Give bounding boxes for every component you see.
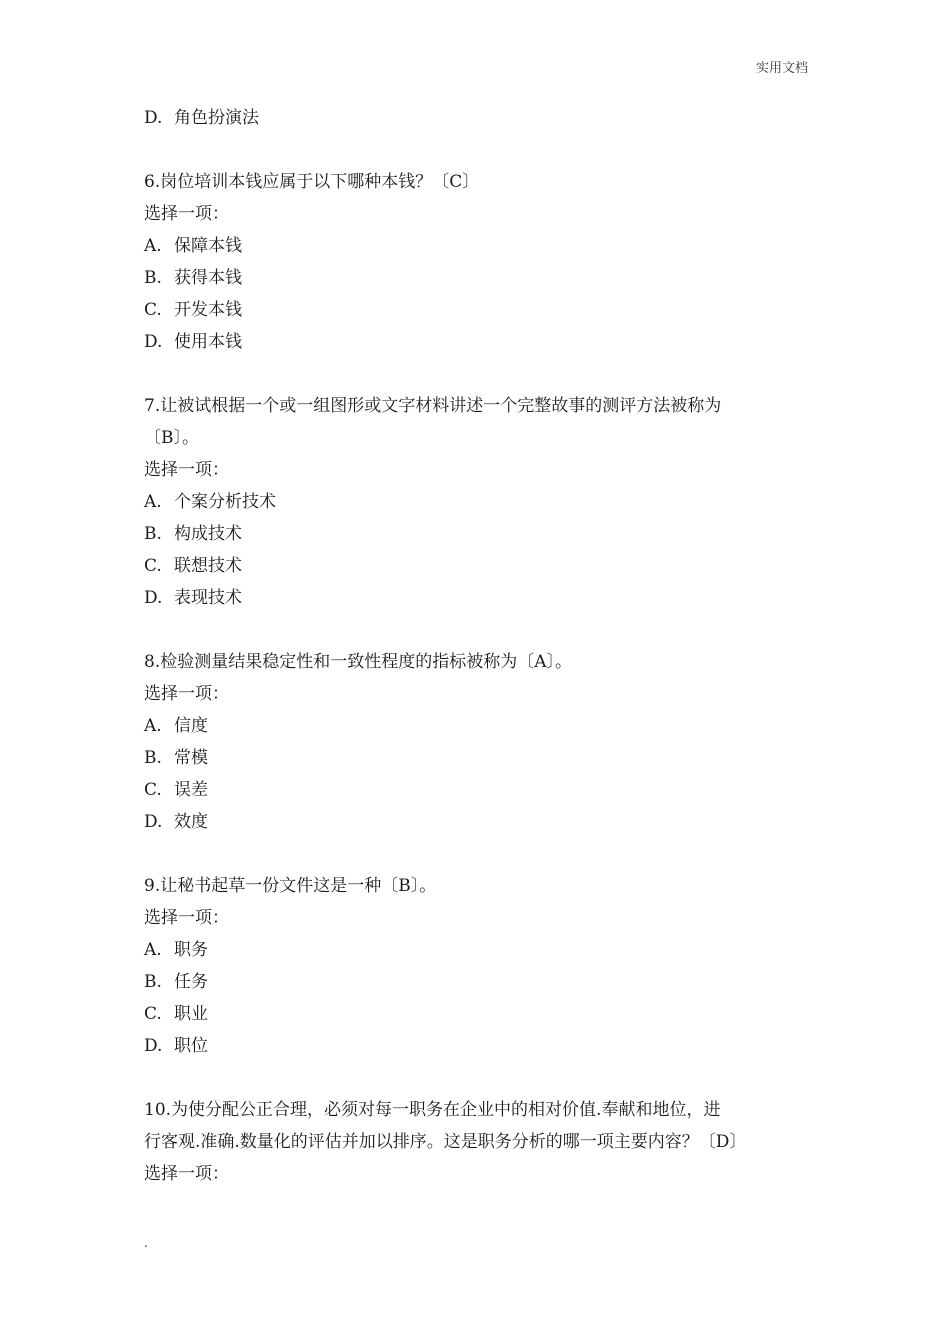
option-letter: A. [144, 716, 162, 736]
option-line [144, 230, 824, 262]
option-text: 信度 [174, 716, 208, 736]
option-line [144, 966, 824, 998]
option-text: 表现技术 [174, 588, 242, 608]
option-letter: D. [144, 1036, 163, 1056]
question-prompt: 选择一项： [144, 684, 229, 704]
option-text: 个案分析技术 [174, 492, 276, 512]
page-header: 实用文档 [755, 61, 808, 76]
question-prompt: 选择一项： [144, 1164, 229, 1184]
option-line [144, 806, 824, 838]
option-letter: D. [144, 812, 163, 832]
option-text: 常模 [174, 748, 208, 768]
option-letter: C. [144, 556, 162, 576]
option-line [144, 550, 824, 582]
option-line [144, 1030, 824, 1062]
option-text: 职务 [174, 940, 208, 960]
option-text: 保障本钱 [174, 236, 242, 256]
option-text: 误差 [174, 780, 208, 800]
question-stem: 7.让被试根据一个或一组图形或文字材料讲述一个完整故事的测评方法被称为 [144, 396, 722, 416]
option-letter: C. [144, 300, 162, 320]
option-letter: A. [144, 492, 162, 512]
option-text: 任务 [174, 972, 208, 992]
option-letter: A. [144, 236, 162, 256]
option-letter: B. [144, 972, 162, 992]
option-line [144, 934, 824, 966]
question-stem-continued: 行客观.准确.数量化的评估并加以排序。这是职务分析的哪一项主要内容？〔D〕 [144, 1132, 747, 1152]
option-letter: D. [144, 588, 163, 608]
question-stem: 6.岗位培训本钱应属于以下哪种本钱？〔C〕 [144, 172, 480, 192]
option-line [144, 710, 824, 742]
option-text: 职位 [174, 1036, 208, 1056]
option-line [144, 294, 824, 326]
question-stem: 10.为使分配公正合理，必须对每一职务在企业中的相对价值.奉献和地位，进 [144, 1100, 721, 1120]
option-text: 构成技术 [174, 524, 242, 544]
option-text: 开发本钱 [174, 300, 242, 320]
option-text: 联想技术 [174, 556, 242, 576]
option-line [144, 774, 824, 806]
option-text: 效度 [174, 812, 208, 832]
question-stem: 9.让秘书起草一份文件这是一种〔B〕。 [144, 876, 437, 896]
option-text: 职业 [174, 1004, 208, 1024]
option-line [144, 742, 824, 774]
option-text: 使用本钱 [174, 332, 242, 352]
option-letter: B. [144, 748, 162, 768]
option-line [144, 518, 824, 550]
option-text: 角色扮演法 [174, 108, 259, 128]
option-line [144, 326, 824, 358]
option-letter: D. [144, 332, 163, 352]
option-letter: B. [144, 268, 162, 288]
option-letter: D. [144, 108, 163, 128]
footer-mark: . [144, 1236, 148, 1250]
option-line [144, 998, 824, 1030]
option-letter: C. [144, 780, 162, 800]
question-prompt: 选择一项： [144, 460, 229, 480]
question-prompt: 选择一项： [144, 204, 229, 224]
option-line [144, 486, 824, 518]
option-letter: C. [144, 1004, 162, 1024]
option-letter: B. [144, 524, 162, 544]
question-stem-continued: 〔B〕。 [144, 428, 199, 448]
document-body [144, 102, 824, 1190]
option-line [144, 102, 824, 134]
option-letter: A. [144, 940, 162, 960]
option-text: 获得本钱 [174, 268, 242, 288]
option-line [144, 262, 824, 294]
question-stem: 8.检验测量结果稳定性和一致性程度的指标被称为〔A〕。 [144, 652, 572, 672]
question-prompt: 选择一项： [144, 908, 229, 928]
option-line [144, 582, 824, 614]
